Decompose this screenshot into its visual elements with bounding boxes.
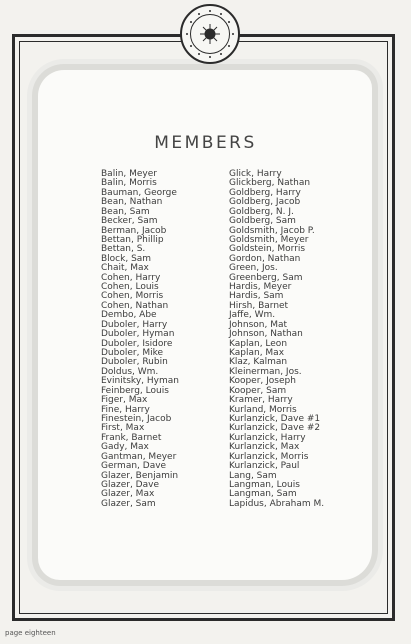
member-name: Goldberg, Sam — [229, 216, 296, 227]
member-name: Kleinerman, Jos. — [229, 366, 302, 377]
member-name: Bauman, George — [101, 187, 177, 198]
member-name: Kooper, Joseph — [229, 376, 296, 387]
member-name: Block, Sam — [101, 253, 152, 264]
members-list-left — [101, 170, 179, 509]
member-name: Dembo, Abe — [101, 310, 157, 321]
member-name: Glazer, Max — [101, 489, 155, 500]
member-name: Goldsmith, Jacob P. — [229, 225, 315, 236]
member-name: Klaz, Kalman — [229, 357, 288, 368]
member-name: Hirsh, Barnet — [229, 300, 289, 311]
member-name: Duboler, Hyman — [101, 329, 175, 340]
member-name: Glazer, Dave — [101, 479, 159, 490]
member-name: Finestein, Jacob — [101, 413, 172, 424]
member-name: Cohen, Nathan — [101, 300, 169, 311]
member-name: Duboler, Rubin — [101, 357, 168, 368]
member-name: Gordon, Nathan — [229, 253, 301, 264]
member-name: Johnson, Mat — [229, 319, 287, 330]
member-name: Glickberg, Nathan — [229, 178, 311, 189]
member-name: Cohen, Louis — [101, 282, 159, 293]
member-name: Feinberg, Louis — [101, 385, 169, 396]
page-number: page eighteen — [5, 629, 56, 637]
member-name: Kurlanzick, Morris — [229, 451, 309, 462]
member-name: Kurlanzick, Paul — [229, 461, 300, 472]
member-name: Duboler, Harry — [101, 319, 168, 330]
member-name: Jaffe, Wm. — [229, 310, 276, 321]
page-title: MEMBERS — [154, 133, 257, 153]
member-name: Cohen, Morris — [101, 291, 164, 302]
member-name: Duboler, Isidore — [101, 338, 173, 349]
member-name: Goldberg, Harry — [229, 187, 301, 198]
member-name: Glick, Harry — [229, 169, 282, 179]
member-name: Kurlanzick, Max — [229, 442, 300, 453]
member-name: Langman, Louis — [229, 479, 300, 490]
seal-emblem-icon — [182, 6, 238, 62]
members-list-right — [229, 170, 324, 509]
member-name: Kurland, Morris — [229, 404, 297, 415]
member-name: Cohen, Harry — [101, 272, 161, 283]
member-name: Becker, Sam — [101, 216, 158, 227]
association-seal — [180, 4, 240, 64]
member-name: Evinitsky, Hyman — [101, 376, 179, 387]
member-name: Goldsmith, Meyer — [229, 234, 309, 245]
member-name: Balin, Meyer — [101, 169, 157, 179]
member-name: Balin, Morris — [101, 178, 157, 189]
member-name: Bean, Nathan — [101, 197, 163, 208]
member-name: Gady, Max — [101, 442, 149, 453]
member-name: Kaplan, Max — [229, 348, 285, 359]
member-name: Bettan, Phillip — [101, 234, 164, 245]
member-name: Kramer, Harry — [229, 395, 293, 406]
member-name: Lang, Sam — [229, 470, 277, 481]
member-name: Lapidus, Abraham M. — [229, 498, 325, 509]
member-name: Gantman, Meyer — [101, 451, 177, 462]
member-name: Berman, Jacob — [101, 225, 167, 236]
member-name: Glazer, Benjamin — [101, 470, 179, 481]
member-name: Bean, Sam — [101, 206, 150, 217]
member-name: Langman, Sam — [229, 489, 297, 500]
member-name: Greenberg, Sam — [229, 272, 303, 283]
member-name: Hardis, Sam — [229, 291, 284, 302]
member-name: Kaplan, Leon — [229, 338, 288, 349]
member-name: Hardis, Meyer — [229, 282, 292, 293]
member-name: First, Max — [101, 423, 145, 434]
member-name: Glazer, Sam — [101, 498, 156, 509]
member-name: Figer, Max — [101, 395, 148, 406]
member-name: Kooper, Sam — [229, 385, 287, 396]
member-name: Goldstein, Morris — [229, 244, 306, 255]
member-name: Frank, Barnet — [101, 432, 162, 443]
member-name: Doldus, Wm. — [101, 366, 159, 377]
member-name: Fine, Harry — [101, 404, 150, 415]
member-name: Kurlanzick, Dave #1 — [229, 413, 321, 424]
member-name: Goldberg, N. J. — [229, 206, 294, 217]
member-name: Green, Jos. — [229, 263, 278, 274]
member-name: German, Dave — [101, 461, 167, 472]
member-name: Johnson, Nathan — [229, 329, 303, 340]
member-name: Goldberg, Jacob — [229, 197, 301, 208]
member-name: Duboler, Mike — [101, 348, 164, 359]
member-name: Kurlanzick, Harry — [229, 432, 306, 443]
member-name: Bettan, S. — [101, 244, 146, 255]
member-name: Chait, Max — [101, 263, 149, 274]
member-name: Kurlanzick, Dave #2 — [229, 423, 321, 434]
